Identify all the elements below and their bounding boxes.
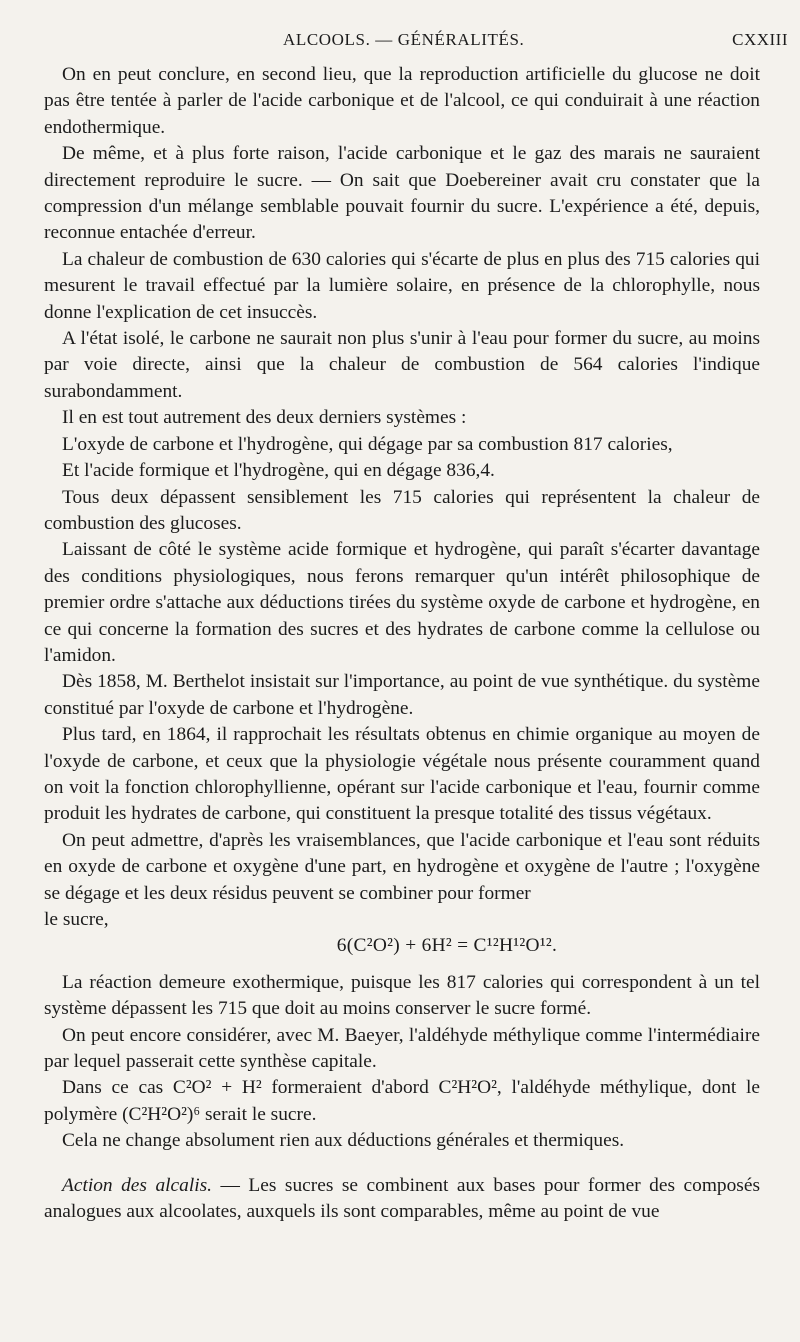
paragraph: L'oxyde de carbone et l'hydrogène, qui dégage par sa combustion 817 calories,: [62, 433, 673, 455]
paragraph: Plus tard, en 1864, il rapprochait les résultats obtenus en chimie organique au moyen de l'oxyde de carbone, et ceux que la physiologie végétale nous présente couramment quand on voit la fonction chlorophyllienne, opérant sur l'acide carbonique et l'eau, fournir comme produit les hydrates de carbone, qui constituent la presque totalité des tissus végétaux.: [44, 724, 760, 825]
paragraph: Dès 1858, M. Berthelot insistait sur l'importance, au point de vue synthétique. du système constitué par l'oxyde de carbone et l'hydrogène.: [44, 671, 760, 719]
running-title: ALCOOLS. — GÉNÉRALITÉS.: [283, 30, 525, 49]
body-text: [44, 62, 760, 1225]
section-spacer: [44, 1155, 760, 1173]
paragraph: A l'état isolé, le carbone ne saurait non plus s'unir à l'eau pour former du sucre, au moins par voie directe, ainsi que la chaleur de combustion de 564 calories l'indique surabondamment.: [44, 328, 760, 402]
page-number: CXXIII: [732, 30, 788, 49]
paragraph-continuation: le sucre,: [44, 909, 109, 930]
spacer: [44, 960, 760, 970]
paragraph: Dans ce cas C²O² + H² formeraient d'abord C²H²O², l'aldéhyde méthylique, dont le polymère (C²H²O²)⁶ serait le sucre.: [44, 1077, 760, 1125]
paragraph: On peut admettre, d'après les vraisemblances, que l'acide carbonique et l'eau sont réduits en oxyde de carbone et oxygène d'une part, en hydrogène et oxygène de l'autre ; l'oxygène se dégage et les deux résidus peuvent se combiner pour former: [44, 829, 760, 904]
paragraph: Cela ne change absolument rien aux déductions générales et thermiques.: [62, 1130, 625, 1152]
paragraph: De même, et à plus forte raison, l'acide carbonique et le gaz des marais ne sauraient directement reproduire le sucre. — On sait que Doebereiner avait cru constater que la compression d'un mélange semblable pouvait fournir du sucre. L'expérience a été, depuis, reconnue entachée d'erreur.: [44, 143, 760, 244]
paragraph: On peut encore considérer, avec M. Baeyer, l'aldéhyde méthylique comme l'intermédiaire par lequel passerait cette synthèse capitale.: [44, 1024, 760, 1073]
paragraph: La réaction demeure exothermique, puisque les 817 calories qui correspondent à un tel système dépassent les 715 que doit au moins conserver le sucre formé.: [44, 971, 760, 1020]
section-paragraph: [44, 1173, 760, 1226]
section-text: — Les sucres se combinent aux bases pour former des composés analogues aux alcoolates, auxquels ils sont comparables, même au point de vue: [44, 1174, 761, 1223]
chemical-formula: 6(C²O²) + 6H² = C¹²H¹²O¹².: [336, 935, 558, 957]
page-header: [0, 30, 800, 56]
paragraph: Il en est tout autrement des deux derniers systèmes :: [62, 407, 467, 429]
paragraph: On en peut conclure, en second lieu, que la reproduction artificielle du glucose ne doit pas être tentée à parler de l'acide carbonique et de l'alcool, ce qui conduirait à une réaction endothermique.: [44, 64, 760, 138]
paragraph: Tous deux dépassent sensiblement les 715 calories qui représentent la chaleur de combustion des glucoses.: [44, 486, 760, 534]
paragraph: La chaleur de combustion de 630 calories qui s'écarte de plus en plus des 715 calories qui mesurent le travail effectué par la lumière solaire, en présence de la chlorophylle, nous donne l'explication de cet insuccès.: [44, 248, 760, 323]
paragraph: Et l'acide formique et l'hydrogène, qui en dégage 836,4.: [62, 460, 495, 482]
section-heading: Action des alcalis.: [62, 1174, 213, 1196]
paragraph: Laissant de côté le système acide formique et hydrogène, qui paraît s'écarter davantage des conditions physiologiques, nous ferons remarquer qu'un intérêt philosophique de premier ordre s'attache aux déductions tirées du système oxyde de carbone et hydrogène, en ce qui concerne la formation des sucres et des hydrates de carbone comme la cellulose ou l'amidon.: [44, 539, 760, 666]
